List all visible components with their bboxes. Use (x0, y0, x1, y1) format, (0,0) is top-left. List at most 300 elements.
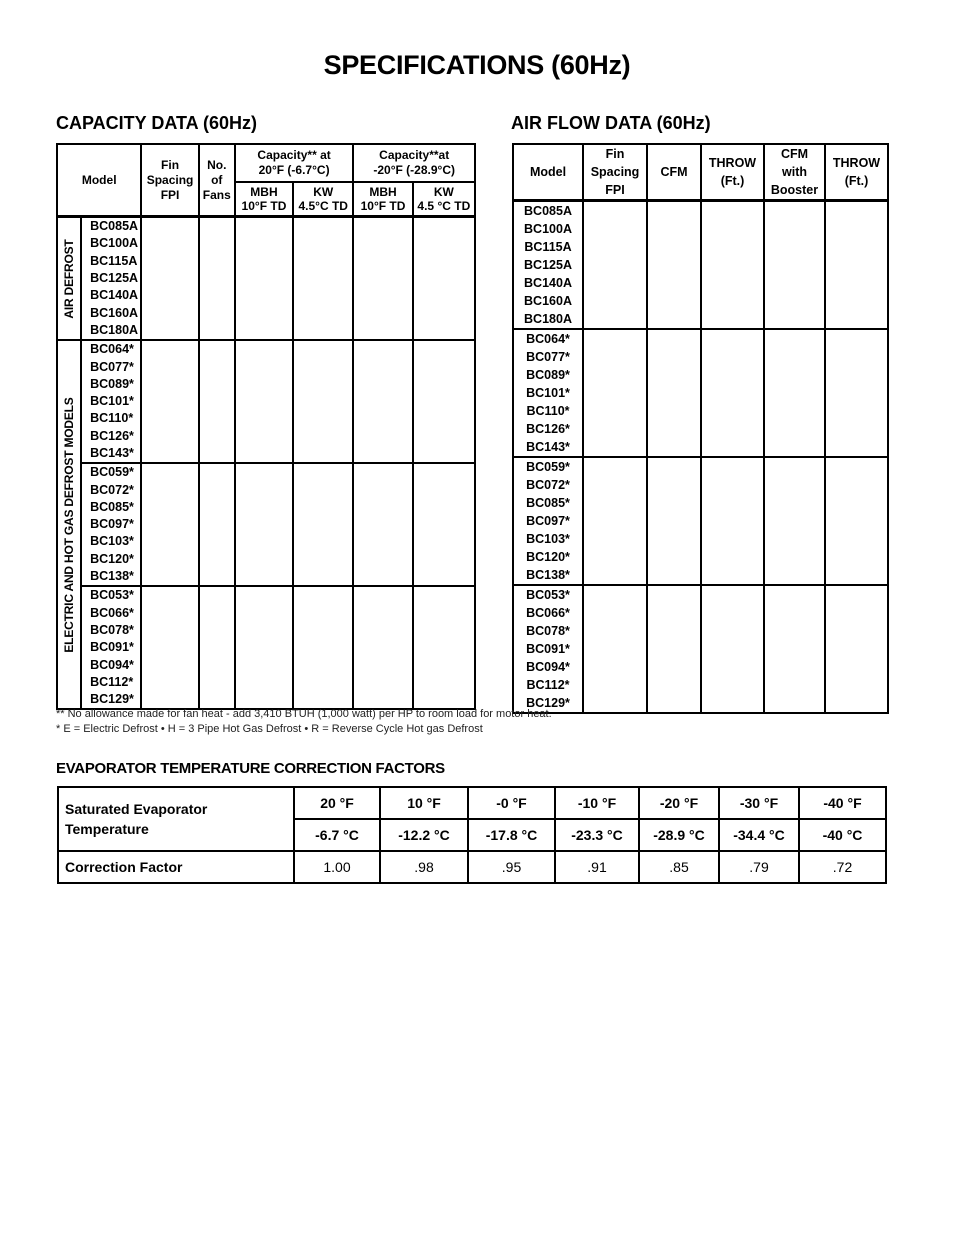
air-header-model: Model (513, 144, 583, 201)
empty-cell (293, 551, 353, 568)
empty-cell (141, 568, 198, 586)
empty-cell (199, 322, 235, 340)
model-cell: BC091* (81, 639, 141, 656)
empty-cell (583, 457, 647, 476)
empty-cell (647, 292, 701, 310)
empty-cell (199, 253, 235, 270)
empty-cell (764, 348, 825, 366)
empty-cell (701, 548, 764, 566)
empty-cell (293, 340, 353, 358)
empty-cell (825, 512, 888, 530)
table-row (57, 481, 475, 498)
empty-cell (825, 585, 888, 604)
empty-cell (141, 376, 198, 393)
empty-cell (199, 358, 235, 375)
empty-cell (825, 420, 888, 438)
empty-cell (141, 428, 198, 445)
empty-cell (764, 420, 825, 438)
temp-f-cell: -40 °F (799, 787, 886, 819)
model-cell: BC115A (81, 253, 141, 270)
table-row (57, 463, 475, 481)
model-cell: BC101* (513, 384, 583, 402)
empty-cell (293, 358, 353, 375)
empty-cell (141, 516, 198, 533)
empty-cell (413, 304, 475, 321)
empty-cell (764, 384, 825, 402)
correction-factor-cell: .98 (380, 851, 468, 883)
empty-cell (825, 676, 888, 694)
model-cell: BC053* (513, 585, 583, 604)
empty-cell (293, 622, 353, 639)
cap-header-mbh-2: MBH 10°F TD (353, 182, 412, 217)
model-cell: BC085A (513, 201, 583, 221)
model-cell: BC140A (513, 274, 583, 292)
empty-cell (825, 238, 888, 256)
model-cell: BC120* (81, 551, 141, 568)
temp-c-cell: -28.9 °C (639, 819, 719, 851)
empty-cell (413, 410, 475, 427)
empty-cell (199, 586, 235, 604)
empty-cell (235, 376, 293, 393)
empty-cell (583, 512, 647, 530)
airflow-section-title: AIR FLOW DATA (60Hz) (511, 113, 711, 133)
table-row (513, 292, 888, 310)
table-row (513, 622, 888, 640)
model-cell: BC160A (81, 304, 141, 321)
empty-cell (235, 217, 293, 236)
model-cell: BC089* (513, 366, 583, 384)
model-cell: BC126* (513, 420, 583, 438)
empty-cell (701, 366, 764, 384)
capacity-section-title: CAPACITY DATA (60Hz) (56, 113, 258, 133)
empty-cell (647, 384, 701, 402)
empty-cell (764, 676, 825, 694)
empty-cell (583, 640, 647, 658)
model-cell: BC103* (513, 530, 583, 548)
empty-cell (353, 499, 412, 516)
table-row (513, 274, 888, 292)
correction-factor-cell: .91 (555, 851, 639, 883)
empty-cell (141, 586, 198, 604)
empty-cell (583, 384, 647, 402)
empty-cell (413, 691, 475, 709)
empty-cell (764, 310, 825, 329)
empty-cell (825, 329, 888, 348)
empty-cell (199, 376, 235, 393)
empty-cell (199, 445, 235, 463)
empty-cell (293, 605, 353, 622)
empty-cell (764, 274, 825, 292)
empty-cell (141, 217, 198, 236)
empty-cell (235, 393, 293, 410)
empty-cell (647, 640, 701, 658)
empty-cell (235, 586, 293, 604)
empty-cell (647, 585, 701, 604)
empty-cell (199, 340, 235, 358)
empty-cell (583, 676, 647, 694)
empty-cell (141, 481, 198, 498)
empty-cell (353, 463, 412, 481)
model-cell: BC064* (513, 329, 583, 348)
empty-cell (764, 201, 825, 221)
empty-cell (825, 622, 888, 640)
empty-cell (141, 235, 198, 252)
empty-cell (353, 393, 412, 410)
empty-cell (701, 530, 764, 548)
table-row (57, 656, 475, 673)
temp-f-cell: 20 °F (294, 787, 380, 819)
empty-cell (825, 384, 888, 402)
table-row (513, 512, 888, 530)
empty-cell (235, 322, 293, 340)
table-row (513, 201, 888, 221)
empty-cell (701, 512, 764, 530)
empty-cell (583, 201, 647, 221)
empty-cell (583, 585, 647, 604)
empty-cell (647, 566, 701, 585)
model-cell: BC066* (81, 605, 141, 622)
empty-cell (647, 201, 701, 221)
empty-cell (764, 402, 825, 420)
empty-cell (293, 376, 353, 393)
empty-cell (583, 438, 647, 457)
empty-cell (764, 476, 825, 494)
correction-factor-cell: 1.00 (294, 851, 380, 883)
empty-cell (141, 340, 198, 358)
model-cell: BC103* (81, 533, 141, 550)
empty-cell (647, 220, 701, 238)
empty-cell (413, 568, 475, 586)
table-row (57, 410, 475, 427)
empty-cell (293, 304, 353, 321)
empty-cell (293, 410, 353, 427)
temp-c-cell: -12.2 °C (380, 819, 468, 851)
empty-cell (583, 329, 647, 348)
empty-cell (141, 533, 198, 550)
page-title: SPECIFICATIONS (60Hz) (323, 50, 631, 80)
empty-cell (353, 622, 412, 639)
empty-cell (141, 358, 198, 375)
table-row (513, 566, 888, 585)
model-cell: BC160A (513, 292, 583, 310)
empty-cell (825, 658, 888, 676)
correction-factor-cell: .79 (719, 851, 799, 883)
empty-cell (413, 516, 475, 533)
empty-cell (825, 402, 888, 420)
temp-f-cell: -0 °F (468, 787, 555, 819)
empty-cell (647, 420, 701, 438)
table-row (513, 348, 888, 366)
empty-cell (701, 384, 764, 402)
empty-cell (293, 656, 353, 673)
empty-cell (199, 639, 235, 656)
empty-cell (235, 463, 293, 481)
empty-cell (199, 516, 235, 533)
empty-cell (583, 348, 647, 366)
empty-cell (825, 548, 888, 566)
empty-cell (825, 694, 888, 713)
empty-cell (353, 481, 412, 498)
empty-cell (293, 428, 353, 445)
empty-cell (583, 220, 647, 238)
empty-cell (647, 256, 701, 274)
table-row (513, 220, 888, 238)
empty-cell (701, 494, 764, 512)
empty-cell (235, 639, 293, 656)
empty-cell (825, 566, 888, 585)
table-row (513, 694, 888, 713)
empty-cell (293, 463, 353, 481)
empty-cell (413, 287, 475, 304)
empty-cell (353, 253, 412, 270)
table-row (57, 253, 475, 270)
table-row (57, 445, 475, 463)
empty-cell (353, 691, 412, 709)
table-row (57, 568, 475, 586)
empty-cell (293, 393, 353, 410)
empty-cell (353, 217, 412, 236)
empty-cell (141, 656, 198, 673)
model-cell: BC112* (81, 674, 141, 691)
empty-cell (353, 605, 412, 622)
empty-cell (235, 656, 293, 673)
empty-cell (141, 691, 198, 709)
empty-cell (293, 235, 353, 252)
empty-cell (141, 253, 198, 270)
model-cell: BC180A (513, 310, 583, 329)
empty-cell (413, 674, 475, 691)
empty-cell (583, 622, 647, 640)
empty-cell (293, 270, 353, 287)
empty-cell (701, 676, 764, 694)
empty-cell (141, 322, 198, 340)
table-row (513, 457, 888, 476)
model-cell: BC085A (81, 217, 141, 236)
empty-cell (235, 235, 293, 252)
empty-cell (141, 551, 198, 568)
empty-cell (293, 568, 353, 586)
model-cell: BC089* (81, 376, 141, 393)
empty-cell (647, 274, 701, 292)
table-row (57, 358, 475, 375)
table-row (57, 551, 475, 568)
empty-cell (353, 235, 412, 252)
empty-cell (199, 287, 235, 304)
model-cell: BC100A (513, 220, 583, 238)
empty-cell (141, 445, 198, 463)
empty-cell (413, 428, 475, 445)
empty-cell (583, 694, 647, 713)
empty-cell (825, 640, 888, 658)
empty-cell (701, 348, 764, 366)
air-header-throw-1: THROW (Ft.) (701, 144, 764, 201)
empty-cell (583, 366, 647, 384)
model-cell: BC138* (81, 568, 141, 586)
table-row (513, 676, 888, 694)
temp-c-cell: -17.8 °C (468, 819, 555, 851)
empty-cell (764, 604, 825, 622)
empty-cell (825, 438, 888, 457)
empty-cell (701, 220, 764, 238)
table-row (57, 622, 475, 639)
model-cell: BC180A (81, 322, 141, 340)
empty-cell (353, 410, 412, 427)
empty-cell (764, 585, 825, 604)
empty-cell (583, 402, 647, 420)
empty-cell (413, 639, 475, 656)
empty-cell (235, 605, 293, 622)
empty-cell (825, 530, 888, 548)
empty-cell (353, 656, 412, 673)
empty-cell (647, 329, 701, 348)
empty-cell (235, 499, 293, 516)
empty-cell (293, 691, 353, 709)
cap-header-model: Model (57, 144, 141, 217)
empty-cell (199, 304, 235, 321)
empty-cell (701, 438, 764, 457)
cap-header-fin-spacing: Fin Spacing FPI (141, 144, 198, 217)
empty-cell (825, 366, 888, 384)
empty-cell (141, 605, 198, 622)
correction-factor-cell: .72 (799, 851, 886, 883)
empty-cell (293, 445, 353, 463)
empty-cell (701, 238, 764, 256)
empty-cell (235, 410, 293, 427)
empty-cell (825, 348, 888, 366)
empty-cell (701, 457, 764, 476)
empty-cell (701, 566, 764, 585)
empty-cell (701, 310, 764, 329)
model-cell: BC120* (513, 548, 583, 566)
empty-cell (825, 310, 888, 329)
empty-cell (413, 376, 475, 393)
empty-cell (235, 340, 293, 358)
table-row (57, 639, 475, 656)
empty-cell (583, 292, 647, 310)
empty-cell (199, 622, 235, 639)
empty-cell (825, 494, 888, 512)
empty-cell (199, 393, 235, 410)
footnote-fan-heat: ** No allowance made for fan heat - add 3,410 BTUH (1,000 watt) per HP to room load for motor heat. (56, 708, 552, 720)
empty-cell (235, 253, 293, 270)
table-row (513, 310, 888, 329)
empty-cell (701, 256, 764, 274)
empty-cell (293, 287, 353, 304)
empty-cell (413, 481, 475, 498)
empty-cell (701, 694, 764, 713)
empty-cell (825, 256, 888, 274)
model-cell: BC143* (81, 445, 141, 463)
empty-cell (825, 201, 888, 221)
model-cell: BC077* (81, 358, 141, 375)
table-row (57, 393, 475, 410)
empty-cell (764, 566, 825, 585)
empty-cell (199, 481, 235, 498)
table-row (513, 530, 888, 548)
empty-cell (199, 691, 235, 709)
table-row (513, 604, 888, 622)
empty-cell (199, 605, 235, 622)
model-cell: BC126* (81, 428, 141, 445)
empty-cell (353, 304, 412, 321)
footnote-defrost-codes: * E = Electric Defrost • H = 3 Pipe Hot Gas Defrost • R = Reverse Cycle Hot gas Defrost (56, 723, 483, 735)
empty-cell (293, 253, 353, 270)
temp-c-cell: -23.3 °C (555, 819, 639, 851)
empty-cell (235, 445, 293, 463)
empty-cell (353, 586, 412, 604)
model-cell: BC059* (81, 463, 141, 481)
empty-cell (583, 310, 647, 329)
empty-cell (413, 322, 475, 340)
model-cell: BC094* (81, 656, 141, 673)
empty-cell (647, 512, 701, 530)
empty-cell (701, 640, 764, 658)
empty-cell (353, 322, 412, 340)
cap-header-mbh-1: MBH 10°F TD (235, 182, 293, 217)
empty-cell (235, 533, 293, 550)
empty-cell (353, 287, 412, 304)
temp-f-cell: -30 °F (719, 787, 799, 819)
temp-f-cell: 10 °F (380, 787, 468, 819)
table-row (57, 605, 475, 622)
empty-cell (293, 516, 353, 533)
model-cell: BC125A (513, 256, 583, 274)
model-cell: BC129* (81, 691, 141, 709)
model-cell: BC066* (513, 604, 583, 622)
empty-cell (293, 499, 353, 516)
table-row (513, 585, 888, 604)
model-cell: BC091* (513, 640, 583, 658)
empty-cell (235, 551, 293, 568)
model-cell: BC078* (81, 622, 141, 639)
row-label-saturated-evaporator-temperature: Saturated Evaporator Temperature (58, 787, 294, 851)
empty-cell (353, 445, 412, 463)
correction-factor-cell: .95 (468, 851, 555, 883)
temp-f-cell: -20 °F (639, 787, 719, 819)
table-row (513, 329, 888, 348)
table-row (57, 533, 475, 550)
table-row (513, 640, 888, 658)
temp-c-cell: -34.4 °C (719, 819, 799, 851)
empty-cell (825, 220, 888, 238)
empty-cell (235, 304, 293, 321)
group-label-electric-hot-gas: ELECTRIC AND HOT GAS DEFROST MODELS (57, 340, 81, 709)
cap-header-fans: No. of Fans (199, 144, 235, 217)
model-cell: BC100A (81, 235, 141, 252)
empty-cell (235, 691, 293, 709)
empty-cell (413, 358, 475, 375)
model-cell: BC112* (513, 676, 583, 694)
table-row (57, 499, 475, 516)
empty-cell (141, 674, 198, 691)
empty-cell (141, 622, 198, 639)
model-cell: BC085* (513, 494, 583, 512)
table-row (513, 420, 888, 438)
empty-cell (413, 217, 475, 236)
empty-cell (413, 605, 475, 622)
empty-cell (701, 292, 764, 310)
empty-cell (235, 270, 293, 287)
empty-cell (701, 402, 764, 420)
empty-cell (701, 658, 764, 676)
empty-cell (141, 393, 198, 410)
table-row (513, 366, 888, 384)
empty-cell (647, 494, 701, 512)
air-header-fin-spacing: Fin Spacing FPI (583, 144, 647, 201)
empty-cell (235, 622, 293, 639)
empty-cell (583, 658, 647, 676)
model-cell: BC115A (513, 238, 583, 256)
